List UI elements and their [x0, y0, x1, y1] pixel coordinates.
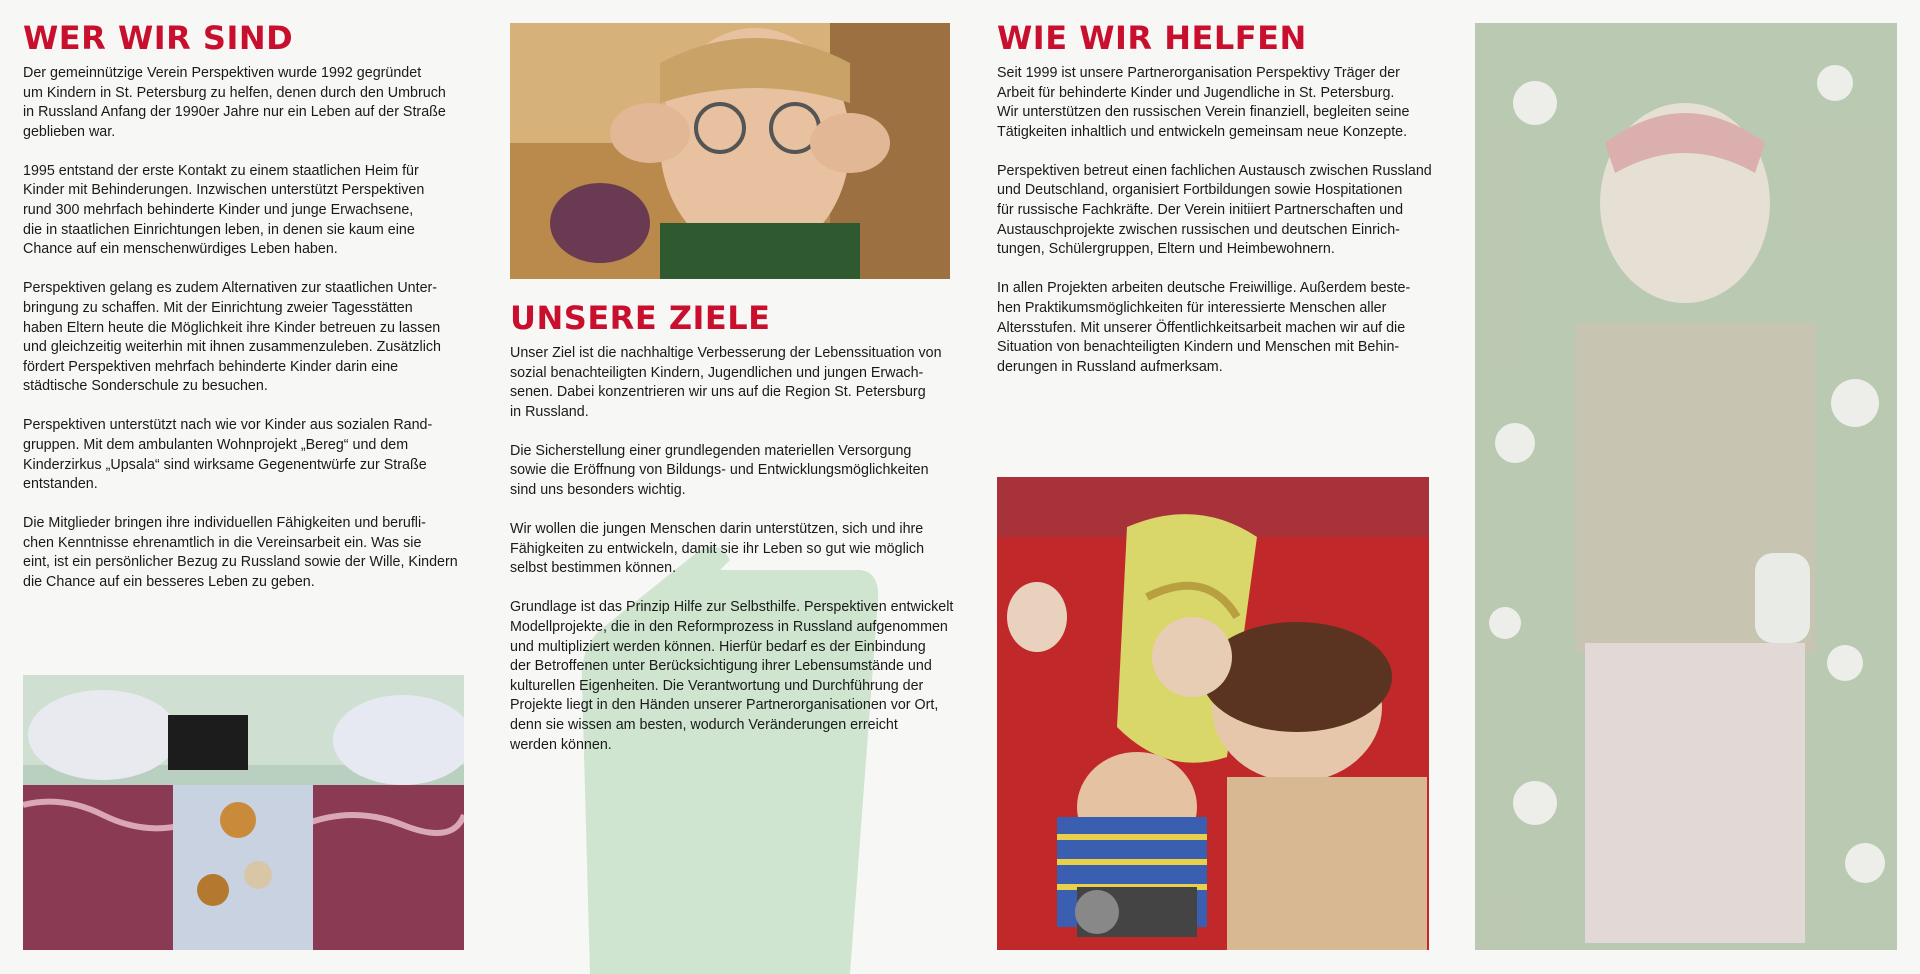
panel-wer-wir-sind [23, 18, 473, 612]
child-in-flowers-photo [1475, 23, 1897, 950]
panel-wie-wir-helfen [997, 18, 1447, 397]
paragraph: Grundlage ist das Prinzip Hilfe zur Selbsthilfe. Perspektiven entwickelt Modellprojekte, die in den Reformprozess in Russland aufgenommen und multipliziert werden können. Hierfür bedarf es der Einbindung der Betroffenen unter Berücksichtigung ihrer Lebensumstände und kulturellen Eigenheiten. Die Verantwortung und Durchführung der Projekte liegt in den Händen unserer Partnerorganisationen vor Ort, denn sie wissen am besten, wodurch Veränderungen erreicht werden können. [510, 599, 954, 753]
paragraph: Unser Ziel ist die nachhaltige Verbesserung der Lebenssituation von sozial benachteiligten Kindern, Jugendlichen und jungen Erwach- senen. Dabei konzentrieren wir uns auf die Region St. Petersburg in Russland. [510, 345, 942, 420]
children-playing-photo [997, 477, 1429, 950]
heading-unsere-ziele: UNSERE ZIELE [510, 299, 771, 337]
paragraph: Perspektiven gelang es zudem Alternativen zur staatlichen Unter- bringung zu schaffen. Mit der Einrichtung zweier Tagesstätten haben Eltern heute die Möglichkeit ihre Kinder betreuen zu lassen und gleichzeitig weiterhin mit ihnen zusammenzuleben. Zusätzlich fördert Perspektiven mehrfach behinderte Kinder darin eine städtische Sonderschule zu besuchen. [23, 280, 442, 395]
paragraph: Die Mitglieder bringen ihre individuellen Fähigkeiten und berufli- chen Kenntnisse ehrenamtlich in die Vereinsarbeit ein. Was sie eint, ist ein persönlicher Bezug zu Russland sowie der Wille, Kindern die Chance auf ein besseres Leben zu geben. [23, 515, 458, 591]
child-glasses-photo [510, 23, 950, 279]
panel-unsere-ziele [510, 298, 970, 775]
paragraph: Wir wollen die jungen Menschen darin unterstützen, sich und ihre Fähigkeiten zu entwickeln, damit sie ihr Leben so gut wie möglich selbst bestimmen können. [510, 521, 925, 577]
paragraph: Perspektiven unterstützt nach wie vor Kinder aus sozialen Rand- gruppen. Mit dem ambulanten Wohnprojekt „Bereg“ und dem Kinderzirkus „Upsala“ sind wirksame Gegenentwürfe zur Straße entstanden. [23, 417, 433, 493]
paragraph: Seit 1999 ist unsere Partnerorganisation Perspektivy Träger der Arbeit für behinderte Kinder und Jugendliche in St. Petersburg. Wir unterstützen den russischen Verein finanziell, begleiten seine Tätigkeiten inhaltlich und entwickeln gemeinsam neue Konzepte. [997, 65, 1410, 140]
paragraph: 1995 entstand der erste Kontakt zu einem staatlichen Heim für Kinder mit Behinderungen. Inzwischen unterstützt Perspektiven rund 300 mehrfach behinderte Kinder und junge Erwachsene, die in staatlichen Einrichtungen leben, in denen sie kaum eine Chance auf ein menschenwürdiges Leben haben. [23, 162, 425, 258]
paragraph: Perspektiven betreut einen fachlichen Austausch zwischen Russland und Deutschland, organisiert Fortbildungen sowie Hospitationen für russische Fachkräfte. Der Verein initiiert Partnerschaften und Austauschprojekte zwischen russischen und deutschen Einrich- tungen, Schülergruppen, Eltern und Heimbewohnern. [997, 162, 1432, 258]
paragraph: Die Sicherstellung einer grundlegenden materiellen Versorgung sowie die Eröffnung von Bildungs- und Entwicklungsmöglichkeiten sind uns besonders wichtig. [510, 442, 929, 499]
paragraph: In allen Projekten arbeiten deutsche Freiwillige. Außerdem beste- hen Praktikumsmöglichkeiten für interessierte Menschen aller Altersstufen. Mit unserer Öffentlichkeitsarbeit machen wir auf die Situation von benachteiligten Kindern und Menschen mit Behin- derungen in Russland aufmerksam. [997, 280, 1411, 375]
heading-wer-wir-sind: WER WIR SIND [23, 19, 294, 57]
dormitory-bed-photo [23, 675, 464, 950]
heading-wie-wir-helfen: WIE WIR HELFEN [997, 19, 1307, 57]
paragraph: Der gemeinnützige Verein Perspektiven wurde 1992 gegründet um Kindern in St. Petersburg zu helfen, denen durch den Umbruch in Russland Anfang der 1990er Jahre nur ein Leben auf der Straße geblieben war. [23, 65, 446, 140]
